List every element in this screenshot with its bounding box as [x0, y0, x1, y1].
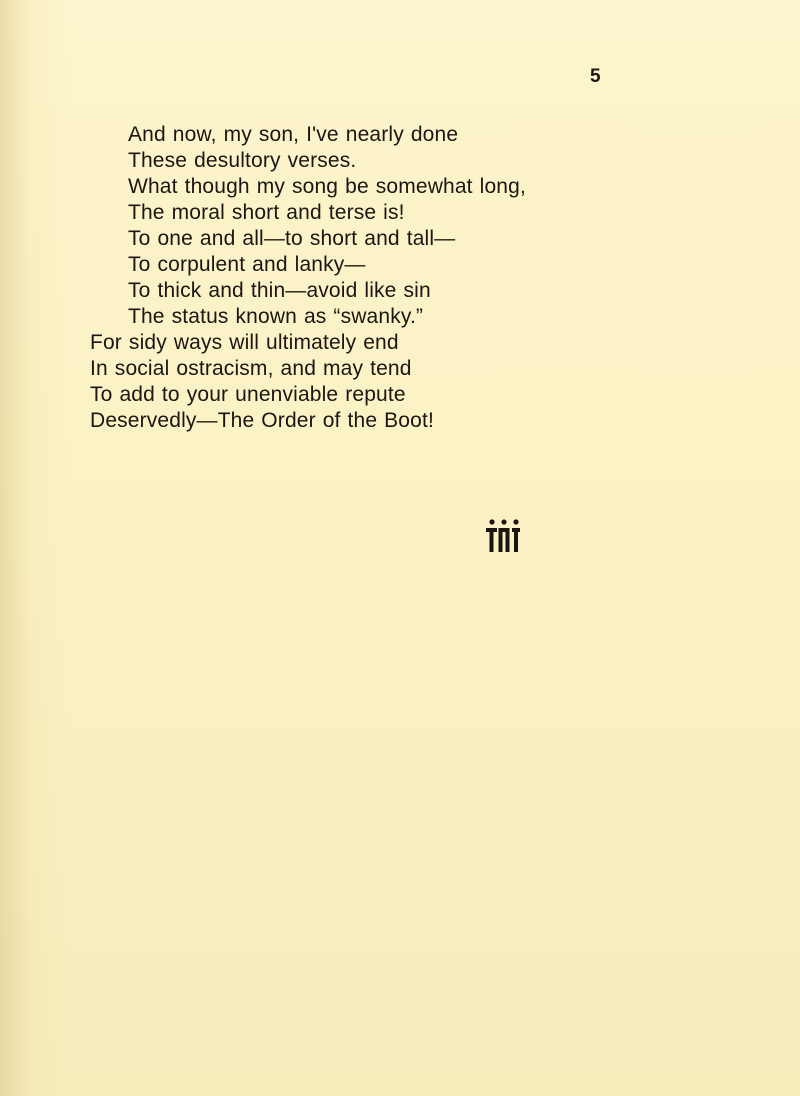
poem-line-3: What though my song be somewhat long, — [128, 175, 526, 198]
poem-line-11: To add to your unenviable repute — [90, 383, 406, 406]
poem-line-5: To one and all—to short and tall— — [128, 227, 456, 250]
poem-line-10: In social ostracism, and may tend — [90, 357, 412, 380]
poem-line-2: These desultory verses. — [128, 149, 357, 172]
poem-line-6: To corpulent and lanky— — [128, 253, 366, 276]
three-figures-ornament-icon — [484, 519, 524, 553]
poem-line-7: To thick and thin—avoid like sin — [128, 279, 431, 302]
poem-line-4: The moral short and terse is! — [128, 201, 405, 224]
poem-line-8: The status known as “swanky.” — [128, 305, 424, 328]
page-number: 5 — [590, 66, 601, 87]
poem-line-12: Deservedly—The Order of the Boot! — [90, 409, 434, 432]
poem-line-1: And now, my son, I've nearly done — [128, 123, 459, 146]
poem-line-9: For sidy ways will ultimately end — [90, 331, 399, 354]
